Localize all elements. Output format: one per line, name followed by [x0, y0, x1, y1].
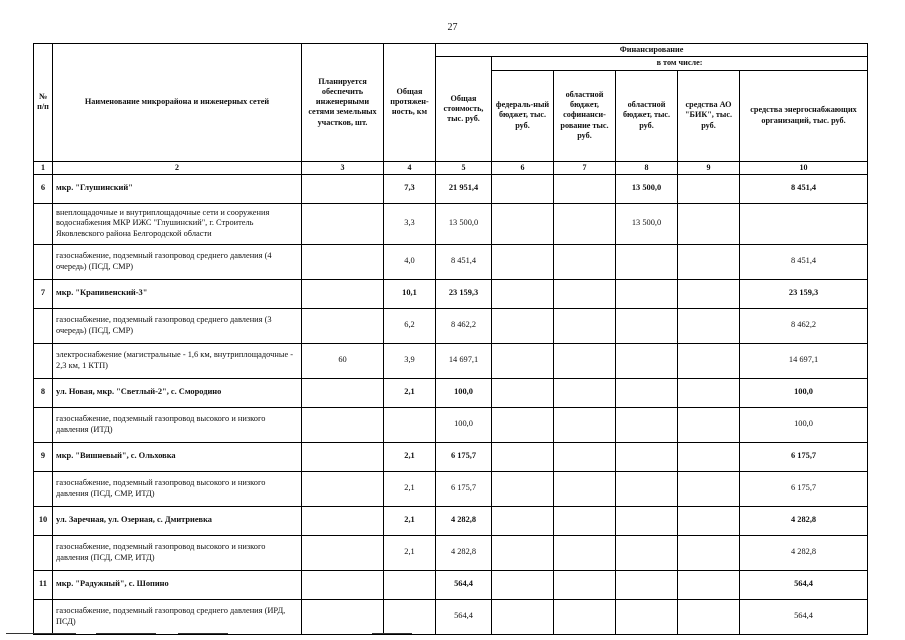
cell-regional-cofin: [554, 570, 616, 599]
cell-regional-cofin: [554, 343, 616, 378]
cell-cost: 23 159,3: [436, 279, 492, 308]
cell-plots: [302, 174, 384, 203]
cell-cost: 21 951,4: [436, 174, 492, 203]
cell-num: 11: [34, 570, 53, 599]
col-number: 10: [740, 161, 868, 174]
cell-bik: [678, 244, 740, 279]
cell-cost: 13 500,0: [436, 203, 492, 244]
cell-name: мкр. "Радужный", с. Шопино: [53, 570, 302, 599]
col-number: 8: [616, 161, 678, 174]
cell-regional-cofin: [554, 378, 616, 407]
cell-federal: [492, 244, 554, 279]
footer-rule: [372, 633, 412, 634]
header-financing: Финансирование: [436, 44, 868, 57]
col-number: 2: [53, 161, 302, 174]
cell-federal: [492, 506, 554, 535]
cell-length: 4,0: [384, 244, 436, 279]
header-regional: областной бюджет, тыс. руб.: [616, 70, 678, 161]
footer-rule: [96, 633, 156, 634]
header-name: Наименование микрорайона и инженерных сетей: [53, 44, 302, 162]
cell-name: газоснабжение, подземный газопровод среднего давления (3 очередь) (ПСД, СМР): [53, 308, 302, 343]
cell-federal: [492, 279, 554, 308]
cell-energy: 8 462,2: [740, 308, 868, 343]
cell-name: ул. Новая, мкр. "Светлый-2", с. Смородино: [53, 378, 302, 407]
cell-federal: [492, 471, 554, 506]
cell-name: газоснабжение, подземный газопровод среднего давления (4 очередь) (ПСД, СМР): [53, 244, 302, 279]
table-group-row: [34, 174, 868, 203]
table-group-row: [34, 570, 868, 599]
cell-cost: 100,0: [436, 378, 492, 407]
col-number: 3: [302, 161, 384, 174]
header-plots: Планируется обеспечить инженерными сетями земельных участков, шт.: [302, 44, 384, 162]
cell-plots: 60: [302, 343, 384, 378]
footer-rule: [178, 633, 228, 634]
cell-regional-cofin: [554, 407, 616, 442]
cell-name: внеплощадочные и внутриплощадочные сети и сооружения водоснабжения МКР ИЖС "Глушинский", г. Строитель Яковлевского района Белгородской области: [53, 203, 302, 244]
cell-plots: [302, 244, 384, 279]
cell-bik: [678, 203, 740, 244]
cell-cost: 4 282,8: [436, 506, 492, 535]
cell-federal: [492, 442, 554, 471]
cell-plots: [302, 506, 384, 535]
col-number: 6: [492, 161, 554, 174]
cell-plots: [302, 570, 384, 599]
cell-plots: [302, 599, 384, 634]
footer-rule: [6, 633, 76, 634]
cell-regional: [616, 407, 678, 442]
cell-cost: 564,4: [436, 570, 492, 599]
cell-energy: 8 451,4: [740, 244, 868, 279]
table-row: [34, 535, 868, 570]
cell-num: [34, 343, 53, 378]
cell-energy: 23 159,3: [740, 279, 868, 308]
financing-table: [33, 43, 868, 635]
table-row: [34, 407, 868, 442]
cell-bik: [678, 599, 740, 634]
cell-length: [384, 407, 436, 442]
cell-federal: [492, 378, 554, 407]
cell-cost: 6 175,7: [436, 471, 492, 506]
cell-name: газоснабжение, подземный газопровод среднего давления (ИРД, ПСД): [53, 599, 302, 634]
cell-federal: [492, 343, 554, 378]
cell-num: [34, 535, 53, 570]
cell-name: мкр. "Крапивенский-3": [53, 279, 302, 308]
header-federal: федераль-ный бюджет, тыс. руб.: [492, 70, 554, 161]
column-number-row: [34, 161, 868, 174]
table-row: [34, 244, 868, 279]
cell-cost: 8 451,4: [436, 244, 492, 279]
cell-energy: 564,4: [740, 599, 868, 634]
cell-num: 8: [34, 378, 53, 407]
cell-regional-cofin: [554, 506, 616, 535]
cell-federal: [492, 203, 554, 244]
cell-regional-cofin: [554, 471, 616, 506]
cell-energy: 4 282,8: [740, 506, 868, 535]
table-row: [34, 599, 868, 634]
cell-regional: [616, 378, 678, 407]
cell-energy: 14 697,1: [740, 343, 868, 378]
cell-num: 10: [34, 506, 53, 535]
table-row: [34, 343, 868, 378]
col-number: 4: [384, 161, 436, 174]
table-row: [34, 471, 868, 506]
cell-cost: 4 282,8: [436, 535, 492, 570]
cell-regional: [616, 535, 678, 570]
col-number: 5: [436, 161, 492, 174]
cell-bik: [678, 343, 740, 378]
cell-plots: [302, 378, 384, 407]
cell-num: [34, 471, 53, 506]
cell-name: газоснабжение, подземный газопровод высокого и низкого давления (ПСД, СМР, ИТД): [53, 535, 302, 570]
cell-regional-cofin: [554, 599, 616, 634]
header-cost: Общая стоимость, тыс. руб.: [436, 57, 492, 161]
col-number: 9: [678, 161, 740, 174]
cell-name: электроснабжение (магистральные - 1,6 км, внутриплощадочные - 2,3 км, 1 КТП): [53, 343, 302, 378]
cell-federal: [492, 535, 554, 570]
table-row: [34, 308, 868, 343]
header-including: в том числе:: [492, 57, 868, 70]
cell-regional: 13 500,0: [616, 174, 678, 203]
cell-length: 7,3: [384, 174, 436, 203]
cell-regional: [616, 599, 678, 634]
header-num: № п/п: [34, 44, 53, 162]
cell-energy: [740, 203, 868, 244]
table-group-row: [34, 279, 868, 308]
table-row: [34, 203, 868, 244]
header-bik: средства АО "БИК", тыс. руб.: [678, 70, 740, 161]
cell-regional-cofin: [554, 203, 616, 244]
cell-bik: [678, 174, 740, 203]
cell-bik: [678, 378, 740, 407]
cell-length: 2,1: [384, 506, 436, 535]
cell-length: 3,9: [384, 343, 436, 378]
cell-energy: 4 282,8: [740, 535, 868, 570]
col-number: 7: [554, 161, 616, 174]
cell-bik: [678, 308, 740, 343]
cell-regional: [616, 308, 678, 343]
cell-length: 6,2: [384, 308, 436, 343]
cell-regional-cofin: [554, 308, 616, 343]
header-regional-cofin: областной бюджет, софинанси-рование тыс. руб.: [554, 70, 616, 161]
cell-bik: [678, 506, 740, 535]
cell-num: [34, 244, 53, 279]
cell-length: 2,1: [384, 442, 436, 471]
cell-regional: [616, 279, 678, 308]
cell-plots: [302, 471, 384, 506]
cell-federal: [492, 570, 554, 599]
cell-energy: 6 175,7: [740, 442, 868, 471]
cell-regional: [616, 570, 678, 599]
cell-name: мкр. "Глушинский": [53, 174, 302, 203]
cell-bik: [678, 279, 740, 308]
cell-energy: 8 451,4: [740, 174, 868, 203]
cell-num: [34, 599, 53, 634]
cell-cost: 6 175,7: [436, 442, 492, 471]
cell-energy: 100,0: [740, 407, 868, 442]
page-number: 27: [447, 22, 458, 33]
cell-regional: [616, 343, 678, 378]
cell-length: 2,1: [384, 535, 436, 570]
cell-bik: [678, 570, 740, 599]
col-number: 1: [34, 161, 53, 174]
cell-plots: [302, 203, 384, 244]
cell-length: 2,1: [384, 378, 436, 407]
cell-regional-cofin: [554, 244, 616, 279]
cell-plots: [302, 442, 384, 471]
cell-cost: 100,0: [436, 407, 492, 442]
cell-length: 3,3: [384, 203, 436, 244]
cell-federal: [492, 407, 554, 442]
cell-regional: 13 500,0: [616, 203, 678, 244]
cell-name: мкр. "Вишневый", с. Ольховка: [53, 442, 302, 471]
cell-regional: [616, 506, 678, 535]
cell-regional: [616, 471, 678, 506]
cell-plots: [302, 279, 384, 308]
cell-cost: 564,4: [436, 599, 492, 634]
cell-num: 9: [34, 442, 53, 471]
cell-federal: [492, 174, 554, 203]
cell-regional-cofin: [554, 279, 616, 308]
cell-bik: [678, 442, 740, 471]
cell-regional-cofin: [554, 174, 616, 203]
cell-bik: [678, 471, 740, 506]
table-group-row: [34, 506, 868, 535]
header-energy: средства энергоснабжающих организаций, тыс. руб.: [740, 70, 868, 161]
cell-regional: [616, 442, 678, 471]
cell-plots: [302, 407, 384, 442]
cell-plots: [302, 535, 384, 570]
cell-energy: 6 175,7: [740, 471, 868, 506]
header-length: Общая протяжен-ность, км: [384, 44, 436, 162]
table-group-row: [34, 442, 868, 471]
cell-plots: [302, 308, 384, 343]
cell-length: [384, 599, 436, 634]
cell-num: 6: [34, 174, 53, 203]
cell-regional: [616, 244, 678, 279]
cell-federal: [492, 599, 554, 634]
cell-name: газоснабжение, подземный газопровод высокого и низкого давления (ИТД): [53, 407, 302, 442]
cell-cost: 14 697,1: [436, 343, 492, 378]
cell-num: [34, 308, 53, 343]
cell-length: 2,1: [384, 471, 436, 506]
cell-regional-cofin: [554, 442, 616, 471]
cell-energy: 100,0: [740, 378, 868, 407]
cell-num: [34, 203, 53, 244]
cell-bik: [678, 535, 740, 570]
cell-num: 7: [34, 279, 53, 308]
cell-bik: [678, 407, 740, 442]
cell-federal: [492, 308, 554, 343]
cell-name: ул. Заречная, ул. Озерная, с. Дмитриевка: [53, 506, 302, 535]
cell-name: газоснабжение, подземный газопровод высокого и низкого давления (ПСД, СМР, ИТД): [53, 471, 302, 506]
cell-energy: 564,4: [740, 570, 868, 599]
cell-regional-cofin: [554, 535, 616, 570]
cell-length: 10,1: [384, 279, 436, 308]
table-group-row: [34, 378, 868, 407]
cell-cost: 8 462,2: [436, 308, 492, 343]
cell-num: [34, 407, 53, 442]
cell-length: [384, 570, 436, 599]
